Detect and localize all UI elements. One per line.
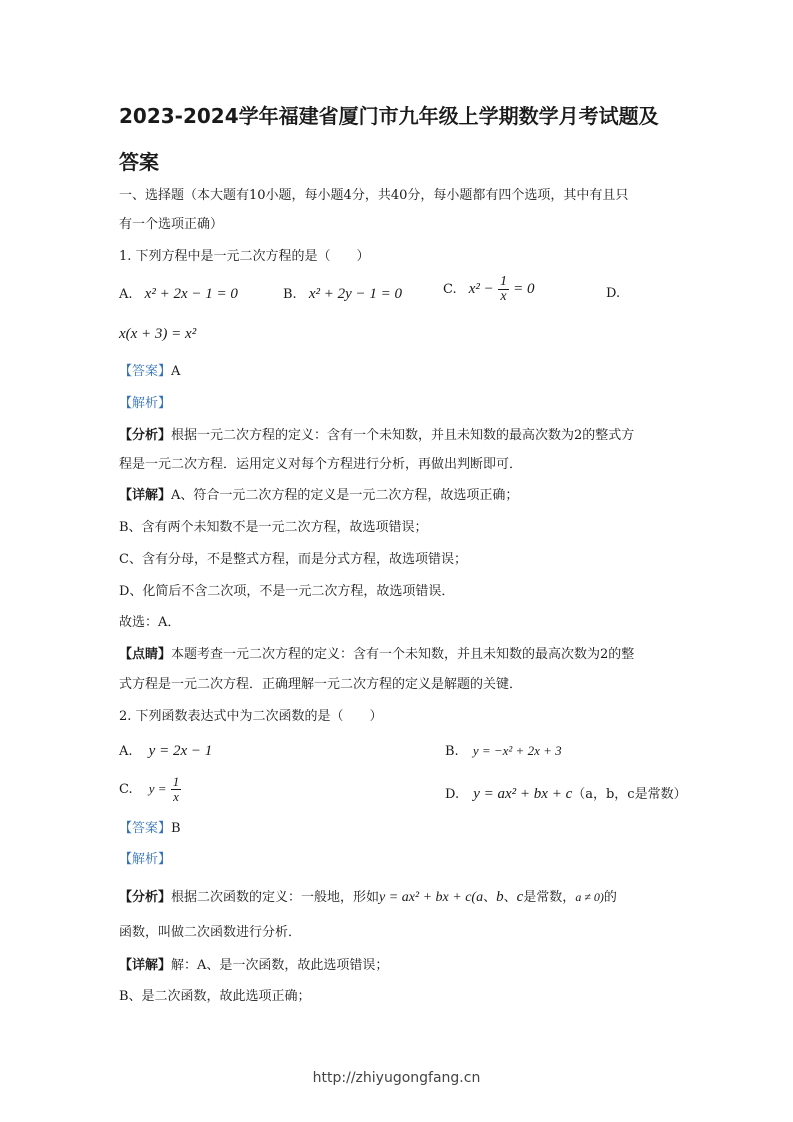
- answer-tag: 【答案】: [119, 821, 172, 836]
- q1-answer: [119, 363, 679, 381]
- q1-option-d: [606, 285, 620, 303]
- option-math: x(x + 3) = x²: [119, 326, 197, 342]
- detail-tag: 【详解】: [119, 958, 172, 973]
- q1-option-c: [443, 275, 534, 304]
- option-math: x² + 2y − 1 = 0: [308, 286, 403, 302]
- q1-analysis-line2: 程是一元二次方程．运用定义对每个方程进行分析，再做出判断即可．: [119, 457, 523, 472]
- analysis-math: y = ax² + bx + c(a: [379, 890, 484, 905]
- option-math: y =: [148, 781, 167, 796]
- q2-option-a: [119, 742, 212, 761]
- q1-stem: 1. 下列方程中是一元二次方程的是（ ）: [119, 249, 370, 264]
- option-label: D.: [606, 286, 621, 301]
- detail-text: 解：A、是一次函数，故此选项错误；: [171, 958, 389, 973]
- q2-option-b: [445, 742, 562, 761]
- option-label: A.: [119, 287, 133, 302]
- fraction-numerator: 1: [499, 274, 507, 289]
- q1-option-b: [283, 285, 402, 304]
- q1-detail-line3: C、含有分母，不是整式方程，而是分式方程，故选项错误；: [119, 552, 467, 567]
- option-label: C.: [119, 782, 133, 797]
- section-heading: 一、选择题（本大题有10小题，每小题4分，共40分，每小题都有四个选项，其中有且只: [119, 188, 629, 203]
- analysis-text: 是常数，: [523, 890, 576, 905]
- q1-detail-line1: [119, 487, 679, 505]
- option-math: y = ax² + bx + c: [473, 786, 573, 802]
- fraction-denominator: x: [500, 289, 507, 304]
- q2-option-d: [445, 785, 687, 804]
- q1-comment-line1: [119, 646, 679, 664]
- q2-stem: 2. 下列函数表达式中为二次函数的是（ ）: [119, 709, 383, 724]
- option-label: B.: [445, 744, 459, 759]
- option-math: y = −x² + 2x + 3: [472, 743, 562, 758]
- q1-detail-line4: D、化简后不含二次项，不是一元二次方程，故选项错误．: [119, 584, 455, 599]
- q2-answer: [119, 820, 679, 838]
- q1-choose: 故选：A．: [119, 615, 181, 630]
- q1-detail-line2: B、含有两个未知数不是一元二次方程，故选项错误；: [119, 520, 428, 535]
- q1-analysis-line1: [119, 427, 679, 445]
- analysis-sep: 、: [503, 890, 517, 905]
- q2-analysis-line1: [119, 888, 679, 907]
- fraction-denominator: x: [173, 789, 179, 804]
- answer-tag: 【答案】: [119, 364, 172, 379]
- analysis-tag: 【分析】: [119, 428, 172, 443]
- option-math: = 0: [513, 281, 535, 297]
- q2-detail-line1: [119, 957, 679, 975]
- answer-value: B: [171, 821, 181, 836]
- jiexi-tag: 【解析】: [119, 852, 172, 867]
- analysis-text: 根据二次函数的定义：一般地，形如: [171, 890, 380, 905]
- fraction: [171, 775, 182, 804]
- q2-jiexi: [119, 851, 679, 869]
- analysis-text: 根据一元二次方程的定义：含有一个未知数，并且未知数的最高次数为2的整式方: [171, 428, 635, 443]
- option-label: A.: [119, 744, 133, 759]
- option-math: y = 2x − 1: [148, 743, 213, 759]
- doc-title-line2: 答案: [119, 150, 159, 174]
- section-heading-cont: 有一个选项正确）: [119, 217, 224, 232]
- detail-text: A、符合一元二次方程的定义是一元二次方程，故选项正确；: [171, 488, 519, 503]
- analysis-math: a ≠ 0): [575, 890, 604, 904]
- option-math: x² + 2x − 1 = 0: [144, 286, 238, 302]
- option-label: B.: [283, 287, 297, 302]
- doc-title-line1: 2023-2024学年福建省厦门市九年级上学期数学月考试题及: [119, 104, 659, 128]
- q1-option-d-math: [119, 325, 196, 344]
- detail-tag: 【详解】: [119, 488, 172, 503]
- analysis-var: c: [516, 889, 524, 905]
- comment-tag: 【点睛】: [119, 647, 172, 662]
- jiexi-tag: 【解析】: [119, 396, 172, 411]
- q1-jiexi: [119, 395, 679, 413]
- fraction-numerator: 1: [172, 774, 180, 789]
- answer-value: A: [171, 364, 181, 379]
- option-label: D.: [445, 787, 460, 802]
- fraction: [498, 275, 509, 304]
- q2-analysis-line2: 函数，叫做二次函数进行分析．: [119, 925, 302, 940]
- option-note: （a，b，c是常数）: [572, 787, 687, 802]
- footer-url[interactable]: http://zhiyugongfang.cn: [312, 1070, 481, 1086]
- analysis-sep: 、: [483, 890, 497, 905]
- analysis-text: 的: [603, 890, 617, 905]
- q2-detail-line2: B、是二次函数，故此选项正确；: [119, 989, 311, 1004]
- analysis-var: b: [496, 889, 504, 905]
- analysis-tag: 【分析】: [119, 890, 172, 905]
- comment-text: 本题考查一元二次方程的定义：含有一个未知数，并且未知数的最高次数为2的整: [171, 647, 635, 662]
- q2-option-c: [119, 775, 181, 804]
- option-math: x² −: [468, 281, 494, 297]
- q1-option-a: [119, 285, 238, 304]
- q1-comment-line2: 式方程是一元二次方程．正确理解一元二次方程的定义是解题的关键．: [119, 677, 523, 692]
- option-label: C.: [443, 282, 457, 297]
